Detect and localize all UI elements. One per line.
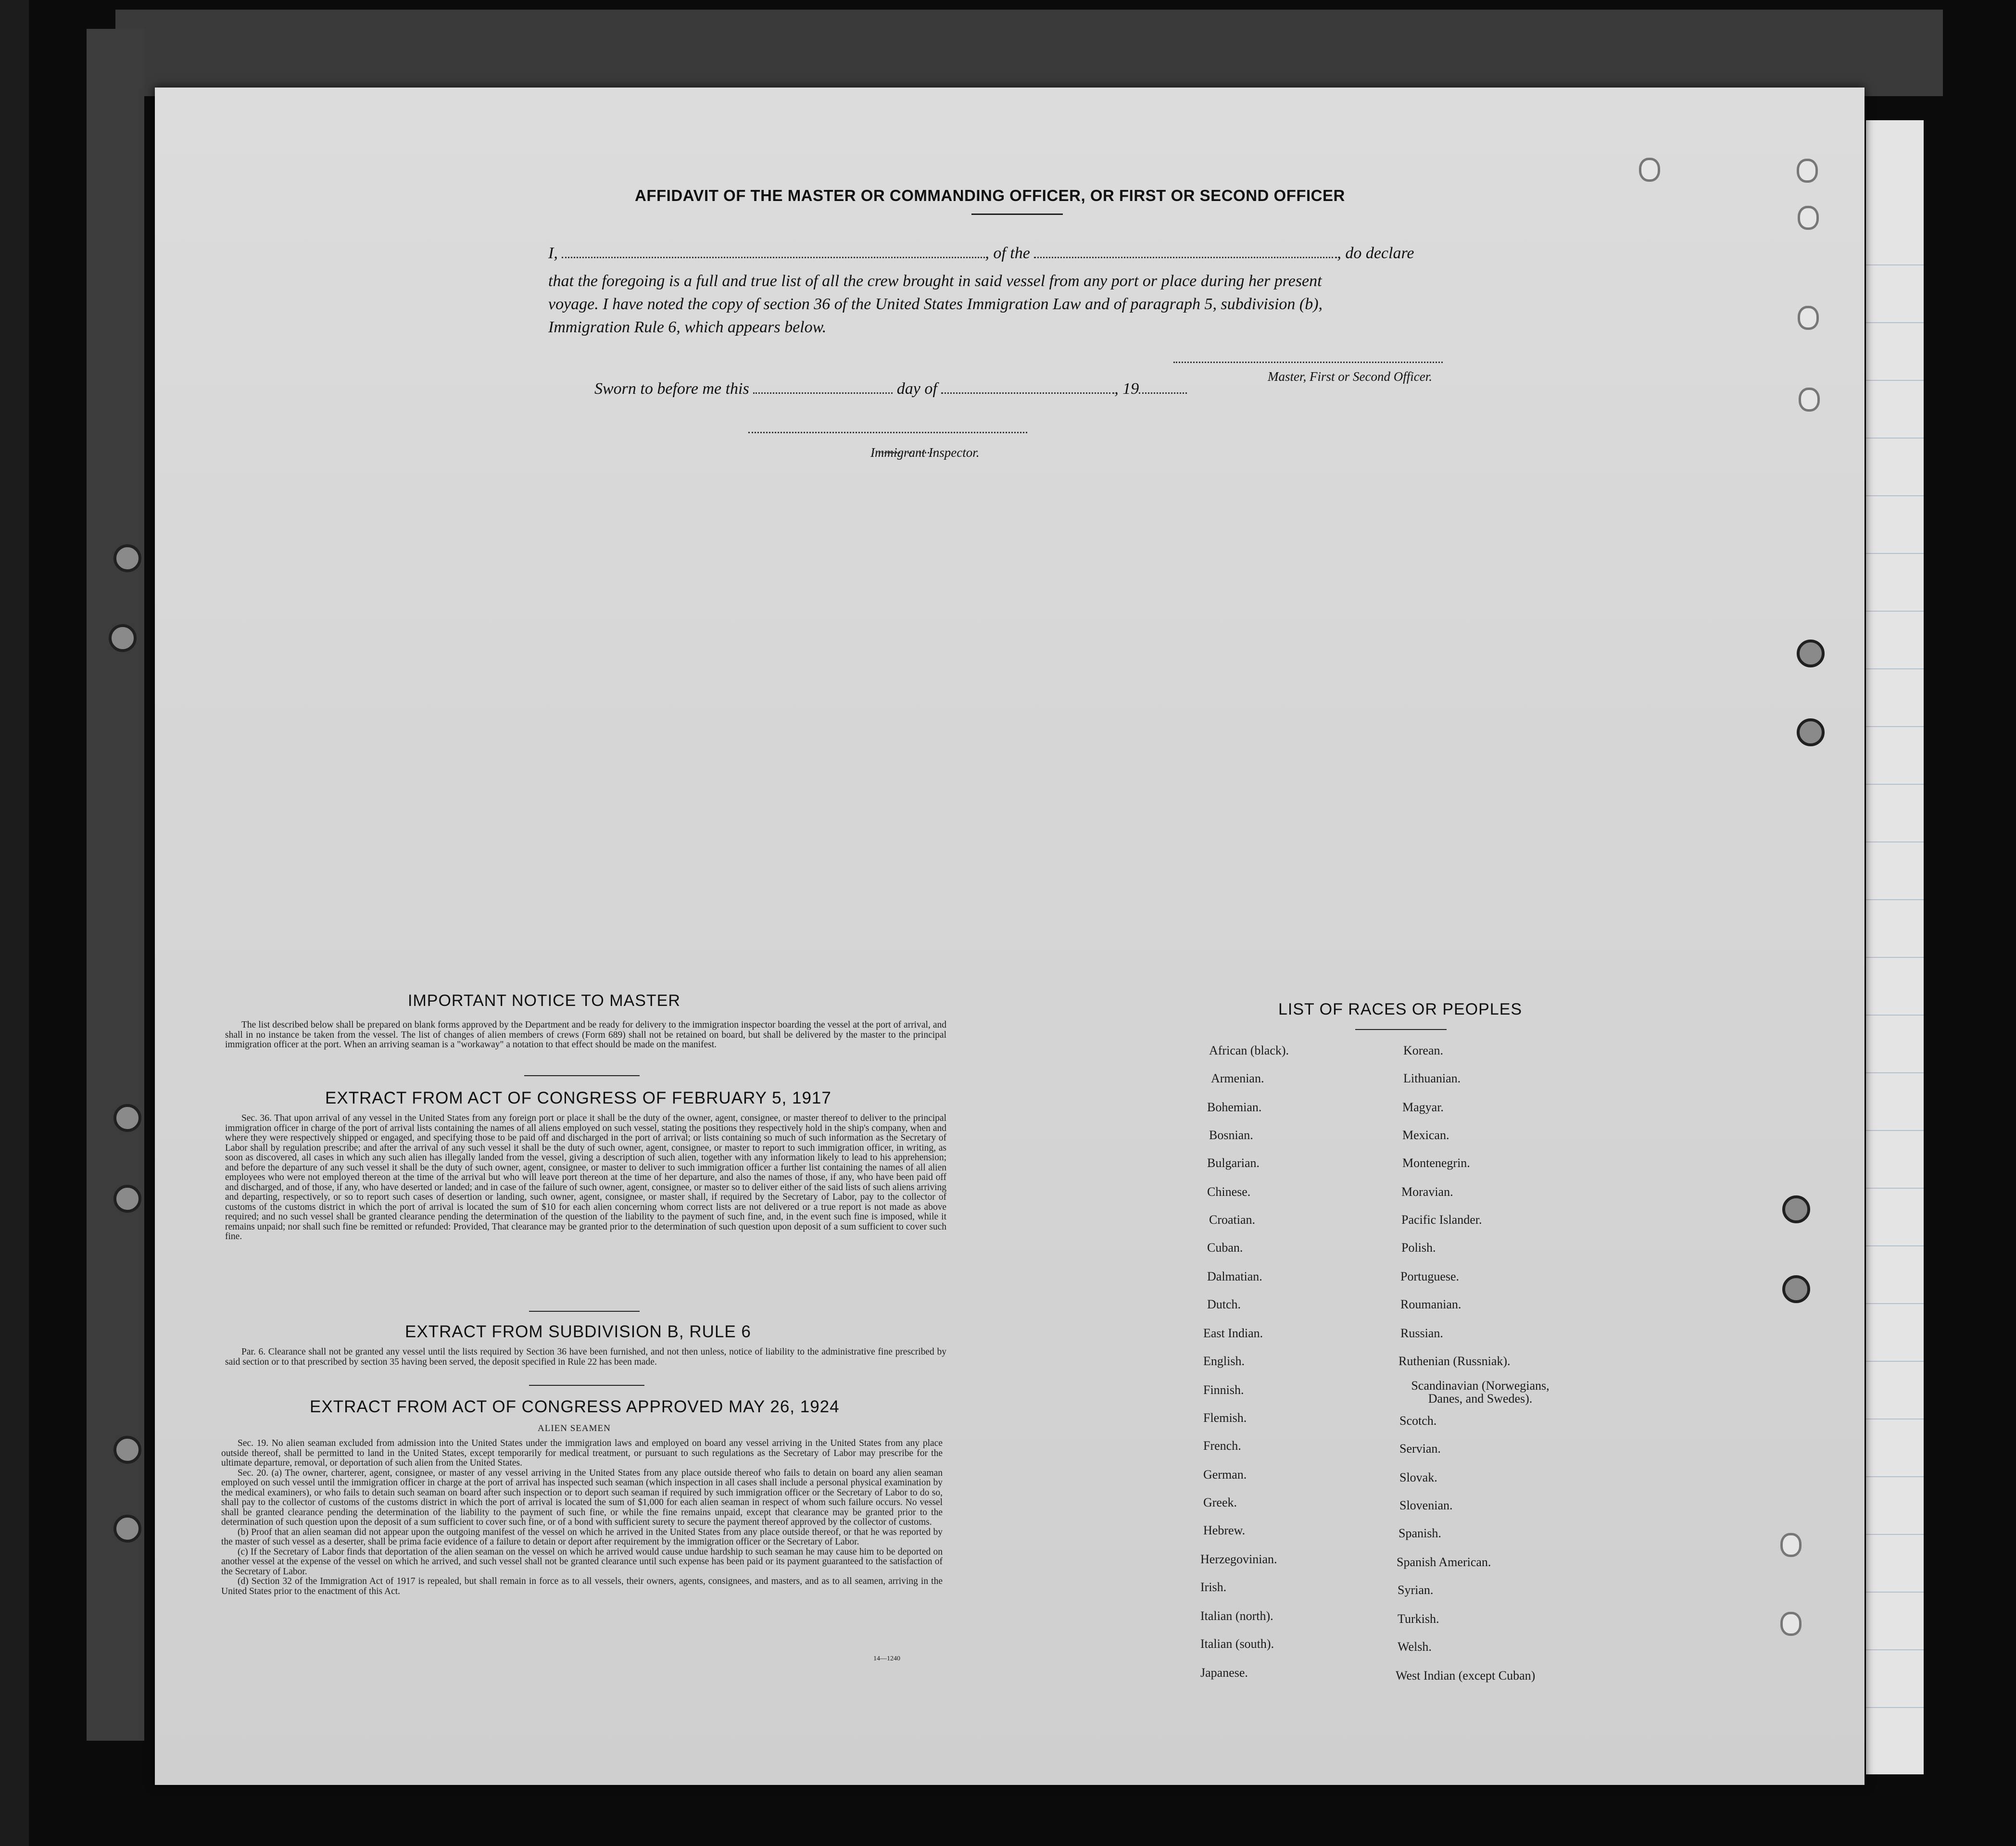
affidavit-line1 [548,244,1414,263]
punch-hole [1798,306,1819,330]
binder-rail [87,29,144,1741]
subdivision-b-text: Par. 6. Clearance shall not be granted any vessel until the lists required by Section 36 have been furnished, and not then unless, notice of liability to the administrative fine prescribed by said section or to that prescribed by section 35 having been served, the deposit specified in Rule 22 has been made. [225,1347,946,1367]
extract-1924-para: Sec. 19. No alien seaman excluded from admission into the United States under the immigration laws and employed on board any vessel arriving in the United States from any place outside thereof, shall be permitted to land in the United States, except temporarily for medical treatment, or pursuant to such regulations as the Secretary of Labor may prescribe for the ultimate departure, removal, or deportation of such alien from the United States. [221,1438,943,1468]
race-item: Ruthenian (Russniak). [1399,1354,1511,1368]
punch-hole [1782,1195,1810,1223]
race-item: Korean. [1403,1043,1444,1057]
race-item: Russian. [1400,1326,1443,1340]
sworn-label: Sworn to before me this [594,380,749,398]
form-number: 14—1240 [873,1655,900,1662]
race-item: Pacific Islander. [1401,1213,1482,1227]
race-item: Hebrew. [1203,1523,1246,1537]
binder-hole [113,1185,141,1213]
race-item: Cuban. [1207,1241,1243,1255]
race-item: Portuguese. [1400,1269,1460,1283]
races-rule [1355,1029,1447,1030]
race-item: Spanish American. [1397,1555,1491,1569]
extract-1917-text: Sec. 36. That upon arrival of any vessel in the United States from any foreign port or place it shall be the duty of the owner, agent, consignee, or master thereof to deliver to the principal immigration officer in charge of the port of arrival lists containing the names of all aliens employed on such vessel, stating the positions they respectively hold in the ship's company, when and where they were respectively shipped or engaged, and specifying those to be paid off and discharged in the port of arrival; or lists containing so much of such information as the Secretary of Labor shall by regulation prescribe; and after the arrival of any such vessel it shall be the duty of such owner, agent, consignee, or master to report to such immigration officer, in writing, as soon as discovered, all cases in which any such alien has illegally landed from the vessel, giving a description of such alien, together with any information likely to lead to his apprehension; and before the departure of any such vessel it shall be the duty of such owner, agent, consignee, or master to deliver to such immigration officer a further list containing the names of all alien employees who were not employed thereon at the time of the arrival but who will leave port thereon at the time of her departure, and also the names of those, if any, who have been paid off and discharged, and of those, if any, who have deserted or landed; and in case of the failure of such owner, agent, consignee, or master so to deliver either of the said lists of such aliens arriving and departing, respectively, or so to report such cases of desertion or landing, such owner, agent, consignee, or master shall, if required by the Secretary of Labor, pay to the collector of customs of the customs district in which the port of arrival is located the sum of $10 for each alien concerning whom correct lists are not delivered or a true report is not made as above required; and no such vessel shall be granted clearance pending the determination of the question of the liability to the payment of such fine, and, in the event such fine is imposed, while it remains unpaid; nor shall such fine be remitted or refunded: Provided, That clearance may be granted prior to the determination of such question upon deposit of a sum sufficient to cover such fine. [225,1113,946,1242]
inspector-signature-field[interactable] [748,432,1027,433]
extract-1924-para: (c) If the Secretary of Labor finds that deportation of the alien seaman on the vessel on which he arrived would cause undue hardship to such seaman he may cause him to be deported on another vessel at the expense of the vessel on which he arrived, and such vessel shall not be granted clearance until such expense has been paid or its payment guaranteed to the satisfaction of the Secretary of Labor. [221,1546,943,1577]
races-left-column [1200,1044,1422,1694]
race-item: Greek. [1203,1495,1237,1509]
affidavit-line4: Immigration Rule 6, which appears below. [548,318,827,336]
race-item: Irish. [1200,1580,1227,1594]
race-item: Servian. [1399,1442,1441,1456]
affidavit-line3: voyage. I have noted the copy of section 36 of the United States Immigration Law and of paragraph 5, subdivision (b), [548,295,1323,313]
race-item: Chinese. [1207,1185,1251,1199]
notice-rule [524,1075,640,1076]
race-item: Italian (south). [1200,1637,1274,1651]
extract-1924-title: EXTRACT FROM ACT OF CONGRESS APPROVED MAY 26, 1924 [310,1397,840,1416]
punch-hole [1798,206,1819,230]
punch-hole [1797,640,1825,667]
race-item: Scotch. [1399,1414,1437,1428]
extract-1917-block [225,1114,946,1242]
punch-hole [1797,718,1825,746]
race-item: Spanish. [1399,1526,1441,1540]
punch-hole [1799,388,1820,412]
binder-hole [113,1104,141,1132]
punch-hole [1780,1533,1802,1557]
affidavit-title: AFFIDAVIT OF THE MASTER OR COMMANDING OFFICER, OR FIRST OR SECOND OFFICER [635,187,1345,204]
race-item: Dalmatian. [1207,1269,1262,1283]
vessel-name-field[interactable] [1034,257,1337,258]
binder-hole [113,544,141,572]
of-the-label: , of the [985,244,1030,262]
race-item: Montenegrin. [1402,1156,1470,1170]
extract-1924-block [221,1439,943,1596]
race-item: Herzegovinian. [1200,1552,1277,1566]
master-signature-field[interactable] [1173,362,1443,363]
races-title: LIST OF RACES OR PEOPLES [1278,1000,1523,1018]
subdivision-b-rule [529,1385,644,1386]
race-item: Bohemian. [1207,1100,1262,1114]
race-item: German. [1203,1468,1247,1482]
race-item: Polish. [1401,1241,1436,1255]
alien-seamen-subtitle: ALIEN SEAMEN [538,1423,611,1433]
race-item: Turkish. [1398,1612,1439,1626]
race-item: Welsh. [1398,1640,1432,1654]
race-item: Japanese. [1200,1666,1248,1680]
subdivision-b-block [225,1347,946,1367]
race-item: Slovenian. [1399,1498,1453,1512]
title-rule [971,213,1063,215]
back-sheet-top [115,10,1943,96]
race-item: African (black). [1209,1043,1289,1057]
race-item: Italian (north). [1200,1609,1273,1623]
extract-1917-rule [529,1311,640,1312]
inspector-dotted-lead [872,452,935,453]
races-right-column [1395,1044,1645,1694]
sworn-year-field[interactable] [1139,392,1187,394]
race-item: Croatian. [1209,1213,1256,1227]
race-item: Moravian. [1401,1185,1453,1199]
punch-hole [1639,158,1660,182]
inspector-caption: Immigrant Inspector. [870,445,980,460]
race-item: East Indian. [1203,1326,1263,1340]
binder-hole [113,1436,141,1464]
race-item: Armenian. [1211,1071,1264,1085]
sworn-month-field[interactable] [941,392,1114,394]
race-item: English. [1203,1354,1245,1368]
notice-title: IMPORTANT NOTICE TO MASTER [408,992,680,1010]
race-item: French. [1203,1439,1241,1453]
race-item: Scandinavian (Norwegians, Danes, and Swedes). [1411,1379,1550,1406]
day-of-label: day of [896,380,937,398]
year-label: , 19 [1114,380,1139,398]
binder-hole [109,624,137,652]
affidavit-line2: that the foregoing is a full and true list of all the crew brought in said vessel from any port or place during her present [548,272,1322,290]
punch-hole [1797,159,1818,183]
declare-label: , do declare [1337,244,1414,262]
race-item: Dutch. [1207,1297,1241,1311]
declarant-name-field[interactable] [562,257,985,258]
race-item: Bulgarian. [1207,1156,1260,1170]
extract-1917-title: EXTRACT FROM ACT OF CONGRESS OF FEBRUARY 5, 1917 [325,1089,832,1107]
race-item: West Indian (except Cuban) [1396,1669,1536,1683]
binder-hole [113,1515,141,1543]
race-item: Lithuanian. [1403,1071,1461,1085]
extract-1924-para: (d) Section 32 of the Immigration Act of 1917 is repealed, but shall remain in force as to all vessels, their owners, agents, consignees, and masters, and as to all seamen, arriving in the United States prior to the enactment of this Act. [221,1576,943,1596]
race-item: Roumanian. [1400,1297,1462,1311]
punch-hole [1780,1612,1802,1636]
sworn-day-field[interactable] [753,392,893,394]
race-item: Slovak. [1399,1470,1437,1484]
subdivision-b-title: EXTRACT FROM SUBDIVISION B, RULE 6 [405,1322,751,1341]
notice-text-block [225,1020,946,1050]
page-edge-right [1866,120,1924,1774]
declarant-label: I, [548,244,558,262]
race-item: Magyar. [1402,1100,1444,1114]
extract-1924-para: Sec. 20. (a) The owner, charterer, agent, consignee, or master of any vessel arriving in the United States from any place outside thereof who fails to detain on board any alien seaman employed on such vessel until the immigration officer in charge at the port of arrival has inspected such seaman (which inspection in all cases shall include a personal physical examination by the medical examiners), or who fails to detain such seaman on board after such inspection or to deport such seaman if required by such immigration officer or the Secretary of Labor to do so, shall pay to the collector of customs of the customs district in which the port of arrival is located the sum of $1,000 for each alien seaman in respect of whom such failure occurs. No vessel shall be granted clearance pending the determination of the liability to the payment of such fine, or while the fine remains unpaid, except that clearance may be granted prior to the determination of such question upon the deposit of a sum sufficient to cover such fine, or of a bond with sufficient surety to secure the payment thereof approved by the collector of customs. [221,1468,943,1527]
sworn-line [594,380,1187,398]
extract-1924-para: (b) Proof that an alien seaman did not appear upon the outgoing manifest of the vessel on which he arrived in the United States from any place outside thereof, or that he was reported by the master of such vessel as a deserter, shall be prima facie evidence of a failure to detain or deport after requirement by the immigration officer or the Secretary of Labor. [221,1527,943,1547]
race-item: Flemish. [1203,1411,1247,1425]
master-signature-caption: Master, First or Second Officer. [1268,369,1432,384]
back-sheet-left [0,0,29,1846]
race-item: Mexican. [1402,1128,1449,1142]
punch-hole [1782,1275,1810,1303]
race-item: Syrian. [1398,1583,1434,1597]
notice-text: The list described below shall be prepared on blank forms approved by the Department and be ready for delivery to the immigration inspector boarding the vessel at the port of arrival, and shall in no instance be taken from the vessel. The list of changes of alien members of crews (Form 689) shall not be retained on board, but shall be delivered by the master to the principal immigration officer at the port. When an arriving seaman is a "workaway" a notation to that effect should be made on the manifest. [225,1020,946,1050]
race-item: Bosnian. [1209,1128,1253,1142]
race-item: Finnish. [1203,1383,1244,1397]
